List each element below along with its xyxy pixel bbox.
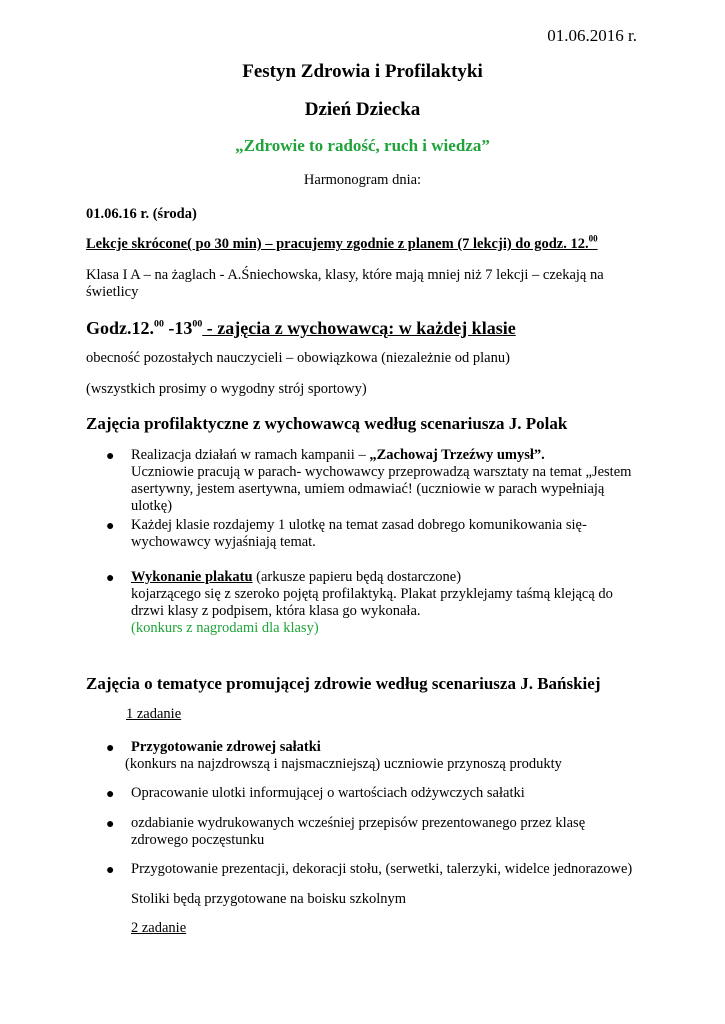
bullet-dot-icon: ● [106, 863, 115, 878]
list-item-line: zdrowego poczęstunku [131, 832, 265, 848]
task-1-label: 1 zadanie [126, 706, 182, 722]
document-date: 01.06.2016 r. [547, 26, 637, 45]
list-item-line: Każdej klasie rozdajemy 1 ulotkę na temat zasad dobrego komunikowania się- [131, 517, 587, 533]
class-note-line-1: Klasa I A – na żaglach - A.Śniechowska, klasy, które mają mniej niż 7 lekcji – czekają na [86, 267, 604, 283]
bullet-dot-icon: ● [106, 519, 115, 534]
list-item-line: drzwi klasy z podpisem, która klasa go wykonała. [131, 603, 421, 619]
list-item [131, 517, 587, 551]
time-sup-1: 00 [154, 318, 164, 330]
campaign-name: „Zachowaj Trzeźwy umysł”. [369, 447, 545, 463]
schedule-label: Harmonogram dnia: [303, 172, 422, 188]
bullet-dot-icon: ● [106, 787, 115, 802]
list-item-line: ozdabianie wydrukowanych wcześniej przepisów prezentowanego przez klasę [131, 815, 586, 831]
class-note-line-2: świetlicy [86, 284, 139, 300]
page-title: Festyn Zdrowia i Profilaktyki [242, 61, 483, 82]
bullet-dot-icon: ● [106, 741, 115, 756]
campaign-text: Realizacja działań w ramach kampanii – [131, 447, 370, 463]
list-item-line: (konkurs na najzdrowszą i najsmaczniejszą) uczniowie przynoszą produkty [125, 756, 562, 772]
lessons-sup: 00 [588, 233, 598, 244]
bullet-dot-icon: ● [106, 817, 115, 832]
contest-note: (konkurs z nagrodami dla klasy) [131, 620, 319, 636]
salad-title: Przygotowanie zdrowej sałatki [131, 739, 321, 755]
bullet-dot-icon: ● [106, 571, 115, 586]
tables-note: Stoliki będą przygotowane na boisku szkolnym [131, 891, 407, 907]
time-sup-2: 00 [192, 318, 203, 330]
sportswear-note: (wszystkich prosimy o wygodny strój sportowy) [86, 381, 367, 397]
list-item [131, 815, 585, 849]
list-item-line: Uczniowie pracują w parach- wychowawcy przeprowadzą warsztaty na temat „Jestem [131, 464, 632, 480]
list-item-line: ulotkę) [131, 498, 173, 514]
poster-note: (arkusze papieru będą dostarczone) [252, 569, 462, 585]
bullet-dot-icon: ● [106, 449, 115, 464]
time-prefix: Godz.12. [86, 318, 155, 338]
day-date-line: 01.06.16 r. (środa) [86, 206, 197, 222]
list-item: Opracowanie ulotki informującej o wartościach odżywczych sałatki [131, 785, 525, 801]
lessons-line [86, 233, 598, 253]
teachers-note: obecność pozostałych nauczycieli – obowiązkowa (niezależnie od planu) [86, 350, 510, 366]
time-mid: -13 [163, 318, 193, 338]
section-heading-health: Zajęcia o tematyce promującej zdrowie według scenariusza J. Bańskiej [86, 674, 601, 693]
list-item-line: wychowawcy wyjaśniają temat. [131, 534, 316, 550]
list-item [125, 739, 562, 773]
task-2-label: 2 zadanie [131, 920, 187, 936]
list-item-line: kojarzącego się z szeroko pojętą profilaktyką. Plakat przyklejamy taśmą klejącą do [131, 586, 613, 602]
list-item [131, 569, 613, 637]
list-item [131, 447, 631, 515]
motto: „Zdrowie to radość, ruch i wiedza” [235, 136, 490, 155]
list-item-line: asertywny, jestem asertywna, umiem odmawiać! (uczniowie w parach wypełniają [131, 481, 605, 497]
list-item: Przygotowanie prezentacji, dekoracji stołu, (serwetki, talerzyki, widelce jednorazowe) [131, 861, 633, 877]
time-suffix: - zajęcia z wychowawcą: w każdej klasie [202, 318, 516, 338]
class-note [86, 267, 604, 301]
lessons-text: Lekcje skrócone( po 30 min) – pracujemy zgodnie z planem (7 lekcji) do godz. 12. [86, 236, 589, 252]
poster-title: Wykonanie plakatu [131, 569, 253, 585]
list-item-line [131, 569, 613, 586]
list-item-line [131, 447, 631, 464]
page-subtitle: Dzień Dziecka [304, 99, 421, 120]
section-heading-prevention: Zajęcia profilaktyczne z wychowawcą według scenariusza J. Polak [86, 414, 568, 433]
time-heading [86, 318, 516, 339]
